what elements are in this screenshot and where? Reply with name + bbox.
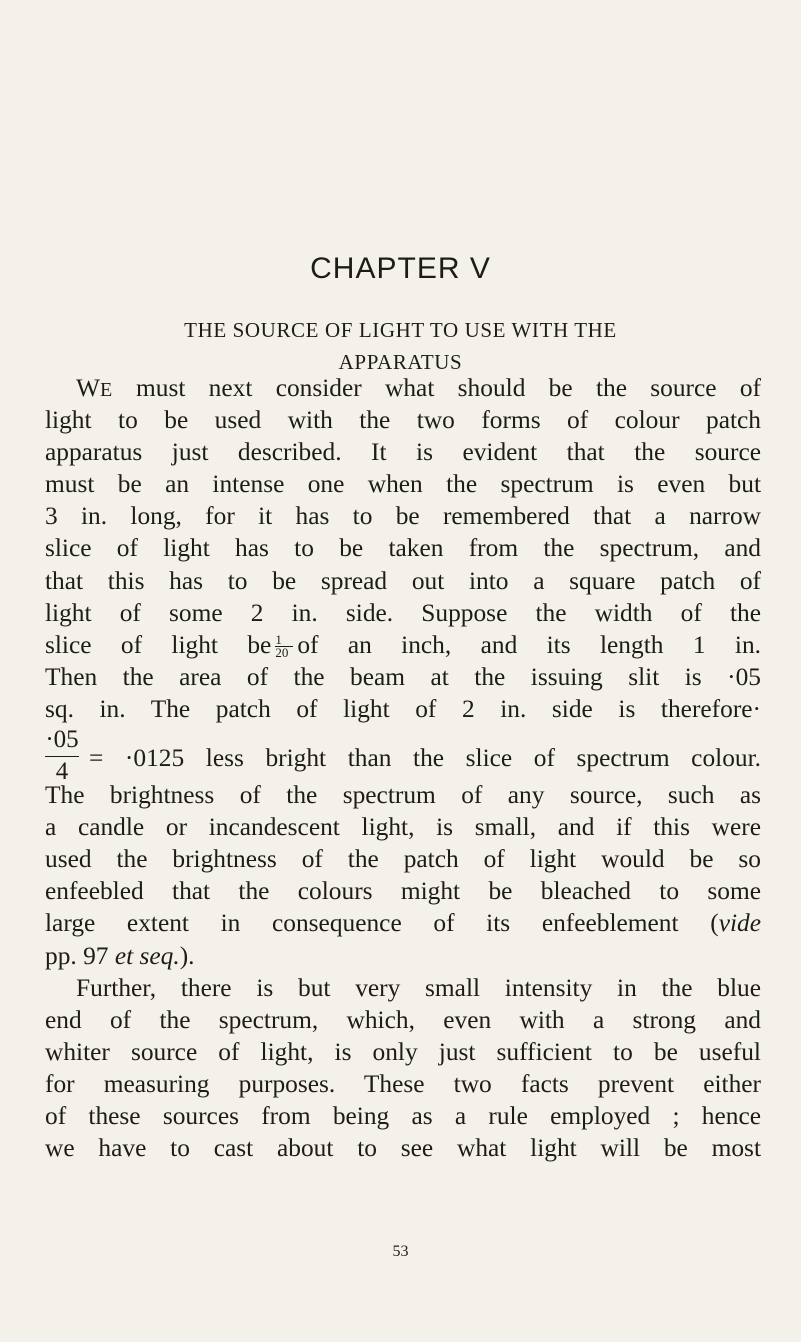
fraction-numerator: 1: [275, 634, 293, 647]
text-line: 3 in. long, for it has to be remembered that a narrow: [45, 502, 761, 531]
text-line: apparatus just described. It is evident that the source: [45, 438, 761, 467]
line-text: must next consider what should be the source of: [136, 374, 761, 402]
line-text: slice of light be: [45, 630, 272, 659]
dropcap-letter: W: [76, 374, 100, 402]
body-text: [45, 372, 761, 1164]
line-text: pp. 97: [45, 941, 109, 970]
text-line: [45, 940, 761, 972]
fraction-one-twentieth: [275, 634, 293, 659]
text-line: light of some 2 in. side. Suppose the width of the: [45, 598, 761, 627]
paren-open: (: [710, 909, 719, 938]
text-line: for measuring purposes. These two facts prevent either: [45, 1069, 761, 1098]
page-number: 53: [392, 1243, 409, 1260]
text-line: used the brightness of the patch of light would be so: [45, 845, 761, 874]
dropcap-rest: E: [99, 379, 113, 401]
equation-numerator: ·05: [45, 725, 79, 757]
text-line: [45, 372, 761, 404]
text-line: light to be used with the two forms of colour patch: [45, 406, 761, 435]
fraction-denominator: 20: [275, 645, 289, 661]
text-line: Further, there is but very small intensity in the blue: [76, 973, 761, 1002]
text-line: end of the spectrum, which, even with a strong and: [45, 1005, 761, 1034]
section-title-line-1: THE SOURCE OF LIGHT TO USE WITH THE: [184, 318, 617, 342]
text-line-with-fraction: [45, 629, 761, 661]
et-seq-italic: et seq.: [114, 941, 180, 970]
text-line: whiter source of light, is only just sufficient to be useful: [45, 1037, 761, 1066]
text-line: [45, 907, 761, 939]
text-line: that this has to be spread out into a square patch of: [45, 566, 761, 595]
equation-text: = ·0125 less bright than the slice of spectrum colour.: [89, 744, 761, 773]
text-line: a candle or incandescent light, is small, and if this were: [45, 813, 761, 842]
text-line: The brightness of the spectrum of any source, such as: [45, 781, 761, 810]
equation-denominator: 4: [55, 758, 69, 786]
section-title-line-2: APPARATUS: [338, 350, 463, 374]
chapter-title: CHAPTER V: [310, 252, 491, 285]
text-line: slice of light has to be taken from the spectrum, and: [45, 534, 761, 563]
text-line: we have to cast about to see what light will be most: [45, 1134, 761, 1163]
text-line: must be an intense one when the spectrum is even but: [45, 470, 761, 499]
line-text: ).: [179, 941, 195, 970]
text-line: enfeebled that the colours might be bleached to some: [45, 877, 761, 906]
text-line: sq. in. The patch of light of 2 in. side is therefore·: [45, 694, 761, 723]
line-text: of an inch, and its length 1 in.: [297, 630, 761, 659]
section-title: [60, 314, 741, 378]
text-line: Then the area of the beam at the issuing slit is ·05: [45, 662, 761, 691]
text-line: of these sources from being as a rule employed ; hence: [45, 1101, 761, 1130]
vide-italic: vide: [718, 909, 761, 938]
line-text: large extent in consequence of its enfeeblement: [45, 909, 679, 938]
equation-fraction: [45, 725, 79, 787]
equation-line: [45, 725, 761, 789]
